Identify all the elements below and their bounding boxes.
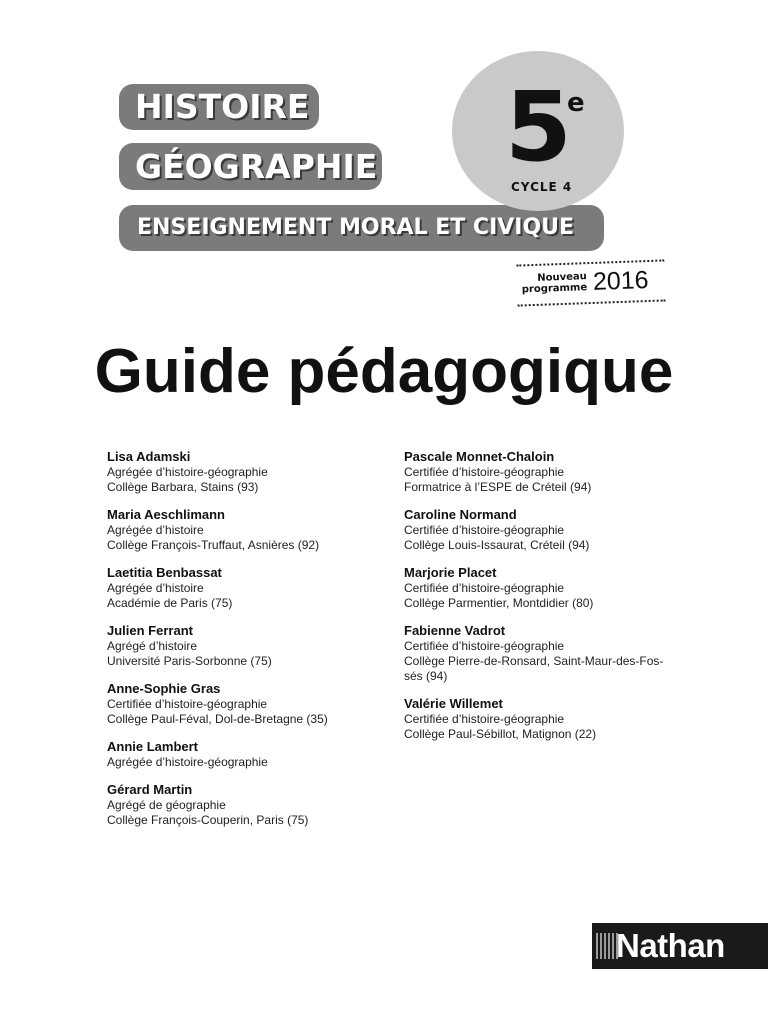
author-detail: Agrégé d’histoire	[107, 639, 198, 653]
publisher-name: Nathan	[616, 927, 725, 964]
author-detail: Agrégée d’histoire-géographie	[107, 465, 268, 479]
publisher-logo-stripes-icon	[596, 933, 618, 959]
author-entry	[107, 623, 407, 669]
author-detail: Formatrice à l’ESPE de Créteil (94)	[404, 480, 592, 494]
author-detail: Certifiée d’histoire-géographie	[404, 465, 565, 479]
author-detail: Certifiée d’histoire-géographie	[404, 712, 565, 726]
title-histoire: HISTOIRE	[119, 84, 319, 130]
author-entry	[404, 449, 684, 495]
author-detail: Collège Paul-Féval, Dol-de-Bretagne (35)	[107, 712, 328, 726]
author-name: Lisa Adamski	[107, 449, 191, 464]
author-name: Gérard Martin	[107, 782, 193, 797]
author-detail: Certifiée d’histoire-géographie	[404, 581, 565, 595]
author-name: Laetitia Benbassat	[107, 565, 222, 580]
author-detail: Académie de Paris (75)	[107, 596, 233, 610]
grade-number: 5	[505, 71, 572, 183]
authors-right-column	[404, 449, 684, 754]
authors-left-column	[107, 449, 407, 840]
author-entry	[107, 681, 407, 727]
author-detail: Agrégée d’histoire-géographie	[107, 755, 268, 769]
author-name: Maria Aeschlimann	[107, 507, 226, 522]
author-detail: Collège Paul-Sébillot, Matignon (22)	[404, 727, 597, 741]
author-detail: Collège Parmentier, Montdidier (80)	[404, 596, 594, 610]
author-name: Caroline Normand	[404, 507, 517, 522]
author-name: Fabienne Vadrot	[404, 623, 506, 638]
author-detail: Collège Barbara, Stains (93)	[107, 480, 259, 494]
cycle-label: CYCLE 4	[511, 180, 573, 194]
author-entry	[107, 565, 407, 611]
program-label	[519, 271, 588, 295]
author-detail: Collège Pierre-de-Ronsard, Saint-Maur-des-Fos-	[404, 654, 664, 668]
author-entry	[107, 782, 407, 828]
author-name: Julien Ferrant	[107, 623, 193, 638]
author-detail: Agrégée d’histoire	[107, 581, 204, 595]
author-name: Marjorie Placet	[404, 565, 497, 580]
author-detail: Certifiée d’histoire-géographie	[404, 523, 565, 537]
author-detail: Collège François-Couperin, Paris (75)	[107, 813, 309, 827]
author-name: Anne-Sophie Gras	[107, 681, 221, 696]
page-title: Guide pédagogique	[94, 337, 674, 406]
author-detail: Agrégée d’histoire	[107, 523, 204, 537]
author-name: Pascale Monnet-Chaloin	[404, 449, 555, 464]
author-entry	[107, 507, 407, 553]
program-line2: programme	[521, 282, 588, 296]
author-entry	[404, 507, 684, 553]
author-entry	[107, 739, 407, 770]
author-detail: Collège Louis-Issaurat, Créteil (94)	[404, 538, 590, 552]
program-year: 2016	[592, 265, 650, 296]
publisher-logo	[592, 923, 768, 969]
author-detail: Agrégé de géographie	[107, 798, 226, 812]
author-name: Valérie Willemet	[404, 696, 503, 711]
grade-suffix: e	[567, 88, 585, 118]
program-line1: Nouveau	[537, 271, 587, 284]
author-entry	[404, 565, 684, 611]
title-geographie: GÉOGRAPHIE	[119, 143, 382, 190]
author-detail: Université Paris-Sorbonne (75)	[107, 654, 272, 668]
author-detail: sés (94)	[404, 669, 448, 683]
author-entry	[404, 696, 684, 742]
author-detail: Certifiée d’histoire-géographie	[404, 639, 565, 653]
author-detail: Collège François-Truffaut, Asnières (92)	[107, 538, 320, 552]
author-detail: Certifiée d’histoire-géographie	[107, 697, 268, 711]
author-entry	[107, 449, 407, 495]
author-entry	[404, 623, 684, 684]
author-name: Annie Lambert	[107, 739, 199, 754]
title-emc: ENSEIGNEMENT MORAL ET CIVIQUE	[119, 205, 604, 251]
program-badge	[516, 259, 665, 306]
